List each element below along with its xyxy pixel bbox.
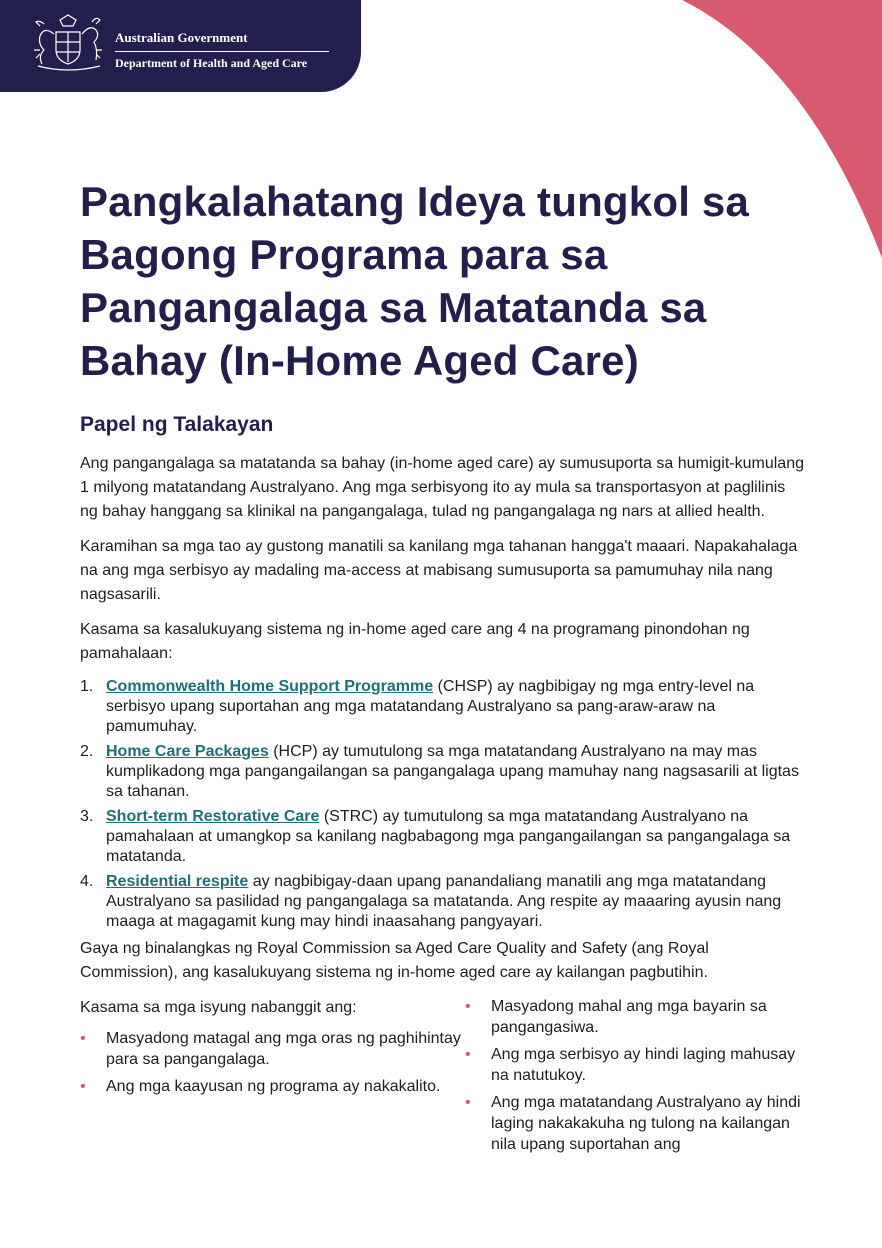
list-item <box>80 677 805 737</box>
issues-columns <box>80 996 805 1161</box>
issues-list-left <box>80 1028 465 1097</box>
list-item <box>465 996 805 1038</box>
list-item <box>80 1028 465 1070</box>
list-item-text: Masyadong mahal ang mga bayarin sa pangangasiwa. <box>491 998 767 1036</box>
list-item-text: ay nagbibigay-daan upang panandaliang manatili ang mga matatandang Australyano sa pasilidad ng pangangalaga sa matatanda. Ang respite ay maaaring ayusin nang maaga at magagamit kung may hindi inaasahang pangyayari. <box>106 873 782 930</box>
page-subtitle: Papel ng Talakayan <box>80 413 274 436</box>
issues-left-column <box>80 996 465 1161</box>
issues-list-right <box>465 996 805 1155</box>
bullet-icon: • <box>80 1030 86 1047</box>
list-item-text: (CHSP) ay nagbibigay ng mga entry-level na serbisyo upang suportahan ang mga matatandang Australyano sa pang-araw-araw na pamumuhay. <box>106 678 755 735</box>
list-item <box>465 1044 805 1086</box>
list-item-text: Masyadong matagal ang mga oras ng paghihintay para sa pangangalaga. <box>106 1030 461 1068</box>
coat-of-arms-icon <box>30 12 108 74</box>
bullet-icon: • <box>465 1046 471 1063</box>
list-number: 2. <box>80 743 94 760</box>
bullet-icon: • <box>465 1094 471 1111</box>
list-item <box>465 1092 805 1155</box>
list-number: 1. <box>80 678 94 695</box>
list-item <box>80 1076 465 1097</box>
residential-respite-link[interactable]: Residential respite <box>106 873 249 890</box>
preference-paragraph: Karamihan sa mga tao ay gustong manatili sa kanilang mga tahanan hangga't maaari. Napakahalaga na ang mga serbisyo ay madaling ma-access at mabisang sumusuporta sa pamumuhay nila nang nagsasarili. <box>80 538 798 603</box>
list-item <box>80 872 805 932</box>
list-item-text: (HCP) ay tumutulong sa mga matatandang Australyano na may mas kumplikadong mga pangangailangan sa pangangalaga upang mamuhay nang nagsasarili at ligtas sa tahanan. <box>106 743 799 800</box>
list-number: 4. <box>80 873 94 890</box>
strc-link[interactable]: Short-term Restorative Care <box>106 808 320 825</box>
government-header <box>0 0 361 92</box>
intro-paragraph: Ang pangangalaga sa matatanda sa bahay (in-home aged care) ay sumusuporta sa humigit-kumulang 1 milyong matatandang Australyano. Ang mga serbisyong ito ay mula sa transportasyon at paglilinis ng bahay hanggang sa klinikal na pangangalaga, tulad ng pangangalaga ng nars at allied health. <box>80 455 804 520</box>
hcp-link[interactable]: Home Care Packages <box>106 743 269 760</box>
header-divider <box>115 51 329 52</box>
page-title: Pangkalahatang Ideya tungkol sa Bagong Programa para sa Pangangalaga sa Matatanda sa Bahay (In-Home Aged Care) <box>80 178 750 384</box>
bullet-icon: • <box>465 998 471 1015</box>
list-item-text: Ang mga kaayusan ng programa ay nakakalito. <box>106 1078 441 1095</box>
list-item <box>80 742 805 802</box>
document-body <box>80 175 805 1161</box>
list-item-text: Ang mga matatandang Australyano ay hindi laging nakakakuha ng tulong na kailangan nila upang suportahan ang <box>491 1094 801 1153</box>
list-number: 3. <box>80 808 94 825</box>
government-name: Australian Government <box>115 30 248 45</box>
list-item-text: (STRC) ay tumutulong sa mga matatandang Australyano na pamahalaan at umangkop sa kanilang nagbabagong mga pangangailangan sa pangangalaga sa matatanda. <box>106 808 791 865</box>
issues-right-column <box>465 996 805 1161</box>
bullet-icon: • <box>80 1078 86 1095</box>
list-item-text: Ang mga serbisyo ay hindi laging mahusay na natutukoy. <box>491 1046 796 1084</box>
list-item <box>80 807 805 867</box>
chsp-link[interactable]: Commonwealth Home Support Programme <box>106 678 434 695</box>
royal-commission-paragraph: Gaya ng binalangkas ng Royal Commission sa Aged Care Quality and Safety (ang Royal Commission), ang kasalukuyang sistema ng in-home aged care ay kailangan pagbutihin. <box>80 940 709 981</box>
issues-intro: Kasama sa mga isyung nabanggit ang: <box>80 999 357 1016</box>
programs-intro-paragraph: Kasama sa kasalukuyang sistema ng in-home aged care ang 4 na programang pinondohan ng pamahalaan: <box>80 621 750 662</box>
programs-list <box>80 677 805 932</box>
department-name: Department of Health and Aged Care <box>115 56 308 70</box>
